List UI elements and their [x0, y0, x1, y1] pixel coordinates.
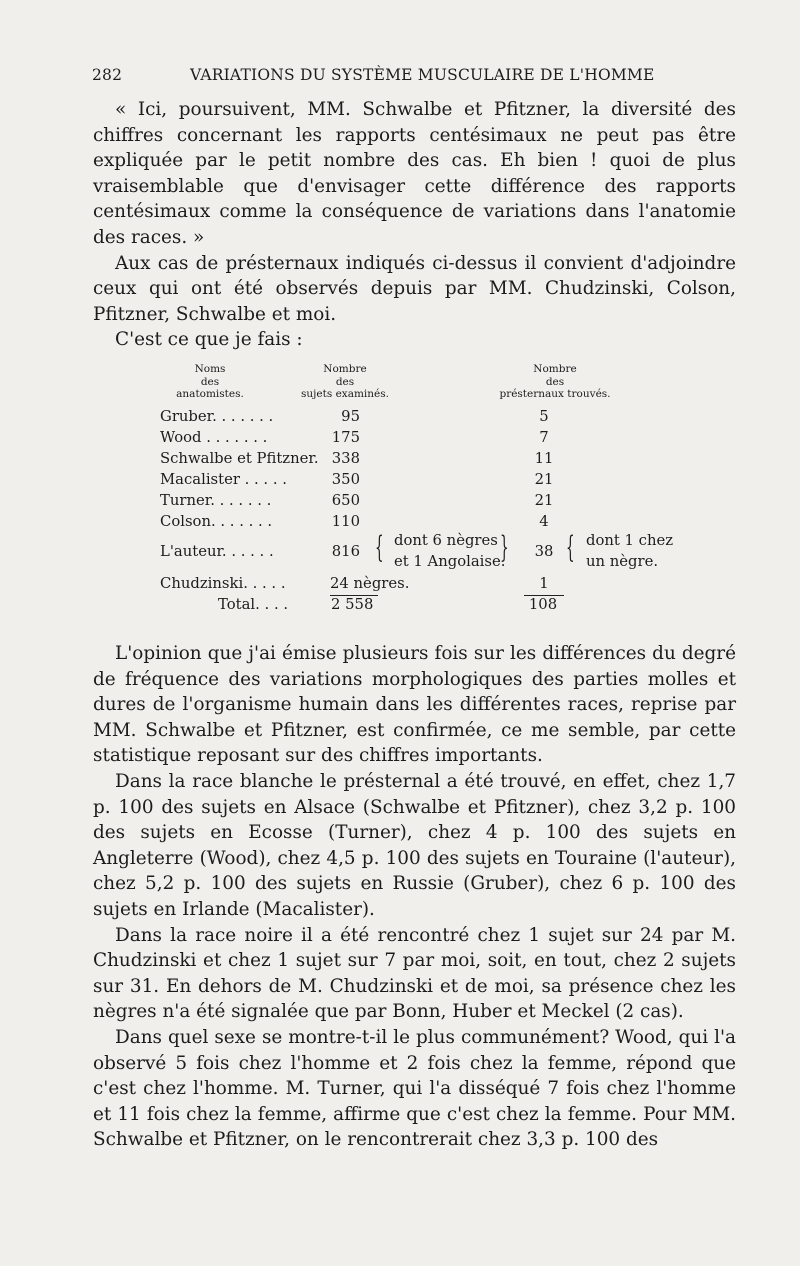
- brace-icon: }: [500, 530, 509, 565]
- table-cell-subjects: 338: [331, 450, 360, 467]
- paragraph: « Ici, poursuivent, MM. Schwalbe et Pfitzner, la diversité des chiffres concernant les rapports centésimaux ne peut pas être expliquée par le petit nombre des cas. Eh bien ! quoi de plus vraisemblable que d'envisager cette différence des rapports centésimaux comme la conséquence de variations dans l'anatomie des races. »: [93, 99, 736, 248]
- table-cell-name: Gruber. . . . . . .: [160, 408, 274, 425]
- table-total-label: Total. . . .: [218, 596, 289, 613]
- table-cell-name: Chudzinski. . . . .: [160, 575, 286, 592]
- table-cell-note: et 1 Angolaise.: [394, 553, 506, 570]
- table-cell-note: dont 6 nègres: [394, 532, 498, 549]
- table-cell-name: Macalister . . . . .: [160, 471, 287, 488]
- table-cell-note: dont 1 chez: [586, 532, 674, 549]
- table-total-subjects: 2 558: [331, 596, 374, 613]
- paragraph: C'est ce que je fais :: [115, 329, 303, 351]
- table-cell-subjects: 816: [331, 543, 360, 560]
- table-cell-subjects: 175: [331, 429, 360, 446]
- table-cell-name: Colson. . . . . . .: [160, 513, 273, 530]
- table-cell-found: 7: [539, 429, 549, 446]
- table-cell-subjects: 24 nègres.: [330, 575, 410, 592]
- running-title: VARIATIONS DU SYSTÈME MUSCULAIRE DE L'HOMME: [190, 66, 655, 84]
- table-cell-subjects: 110: [331, 513, 360, 530]
- table-cell-name: Turner. . . . . . .: [160, 492, 272, 509]
- table-cell-found: 11: [534, 450, 554, 467]
- paragraph: Dans la race blanche le présternal a été trouvé, en effet, chez 1,7 p. 100 des sujets en Alsace (Schwalbe et Pfitzner), chez 3,2 p. 100 des sujets en Ecosse (Turner), chez 4 p. 100 des sujets en Angleterre (Wood), chez 4,5 p. 100 des sujets en Touraine (l'auteur), chez 5,2 p. 100 des sujets en Russie (Gruber), chez 6 p. 100 des sujets en Irlande (Macalister).: [93, 770, 736, 920]
- brace-icon: {: [375, 530, 384, 565]
- table-cell-subjects: 350: [331, 471, 360, 488]
- page-number: 282: [92, 66, 123, 84]
- table-cell-subjects: 95: [341, 408, 360, 425]
- table-header-names: Noms des anatomistes.: [176, 363, 244, 400]
- table-cell-found: 21: [534, 492, 554, 509]
- table-cell-subjects: 650: [331, 492, 360, 509]
- paragraph: Dans la race noire il a été rencontré chez 1 sujet sur 24 par M. Chudzinski et chez 1 sujet sur 7 par moi, soit, en tout, chez 2 sujets sur 31. En dehors de M. Chudzinski et de moi, sa présence chez les nègres n'a été signalée que par Bonn, Huber et Meckel (2 cas).: [93, 924, 736, 1023]
- table-cell-found: 5: [539, 408, 549, 425]
- table-cell-name: Wood . . . . . . .: [160, 429, 268, 446]
- paragraph: Aux cas de présternaux indiqués ci-dessus il convient d'adjoindre ceux qui ont été observés depuis par MM. Chudzinski, Colson, Pfitzner, Schwalbe et moi.: [93, 252, 736, 325]
- table-cell-note: un nègre.: [586, 553, 659, 570]
- table-cell-found: 4: [539, 513, 549, 530]
- table-cell-found: 1: [539, 575, 549, 592]
- table-cell-name: Schwalbe et Pfitzner.: [160, 450, 319, 467]
- table-cell-name: L'auteur. . . . . .: [160, 543, 274, 560]
- paragraph: L'opinion que j'ai émise plusieurs fois sur les différences du degré de fréquence des variations morphologiques des parties molles et dures de l'organisme humain dans les différentes races, reprise par MM. Schwalbe et Pfitzner, est confirmée, ce me semble, par cette statistique reposant sur des chiffres importants.: [93, 643, 736, 767]
- table-cell-found: 21: [534, 471, 554, 488]
- text-block-bottom: [93, 641, 736, 1153]
- table-header-found: Nombre des présternaux trouvés.: [499, 363, 611, 400]
- table-total-found: 108: [528, 596, 558, 613]
- paragraph: Dans quel sexe se montre-t-il le plus communément? Wood, qui l'a observé 5 fois chez l'homme et 2 fois chez la femme, répond que c'est chez l'homme. M. Turner, qui l'a disséqué 7 fois chez l'homme et 11 fois chez la femme, affirme que c'est chez la femme. Pour MM. Schwalbe et Pfitzner, on le rencontrerait chez 3,3 p. 100 des: [93, 1026, 736, 1151]
- table-cell-found: 38: [534, 543, 554, 560]
- table-header-subjects: Nombre des sujets examinés.: [301, 363, 389, 400]
- brace-icon: {: [566, 530, 575, 565]
